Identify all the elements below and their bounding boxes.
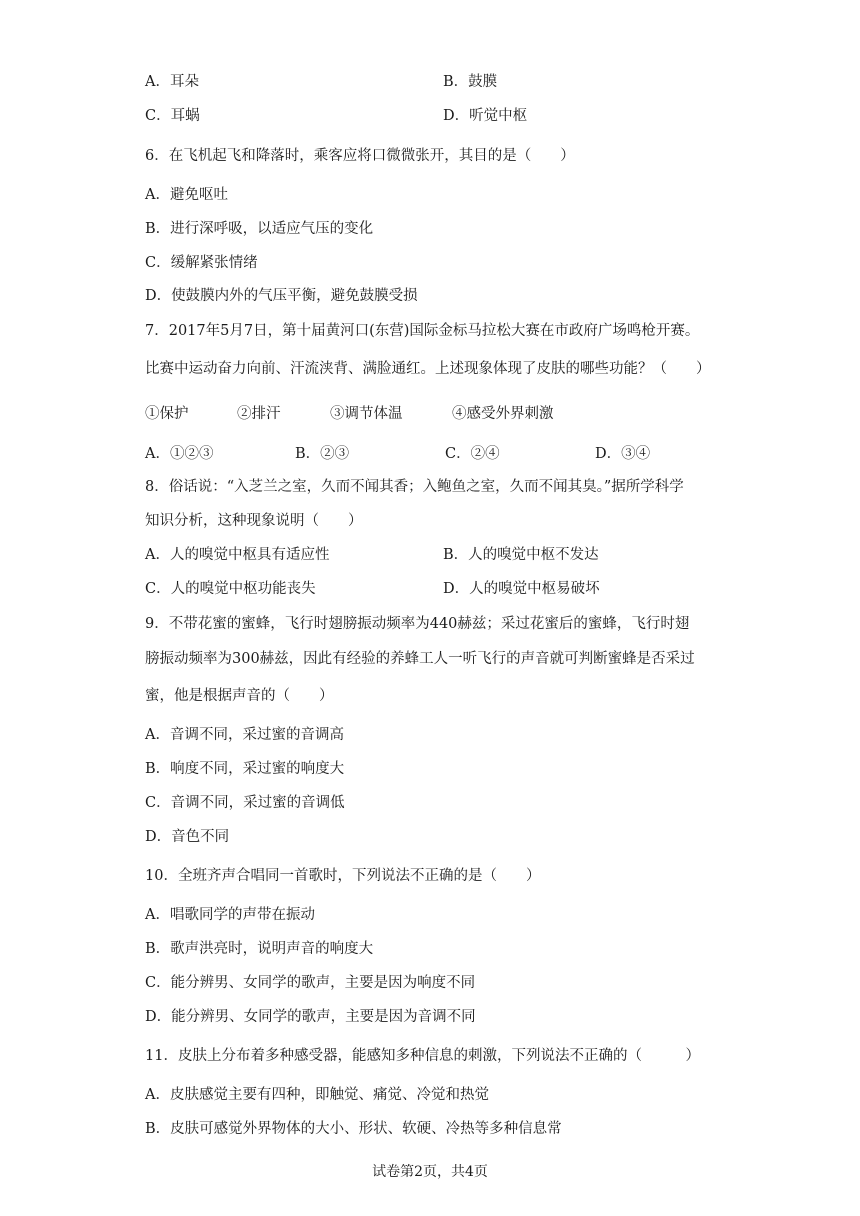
q10-option-d: D．能分辨男、女同学的歌声，主要是因为音调不同 (145, 1009, 476, 1025)
q7-stem-line2: 比赛中运动奋力向前、汗流浃背、满脸通红。上述现象体现了皮肤的哪些功能？（ ） (145, 361, 711, 377)
q7-option-c: C．②④ (445, 446, 500, 462)
q7-option-b: B．②③ (295, 446, 350, 462)
q5-option-c: C．耳蜗 (145, 108, 200, 124)
q8-option-c: C．人的嗅觉中枢功能丧失 (145, 581, 316, 597)
q5-option-d: D．听觉中枢 (443, 108, 528, 124)
q6-option-d: D．使鼓膜内外的气压平衡，避免鼓膜受损 (145, 288, 418, 304)
q9-option-b: B．响度不同，采过蜜的响度大 (145, 761, 345, 777)
page-footer: 试卷第2页，共4页 (372, 1164, 488, 1180)
q8-option-a: A．人的嗅觉中枢具有适应性 (145, 547, 330, 563)
q7-item-4: ④感受外界刺激 (452, 406, 554, 422)
q10-stem: 10．全班齐声合唱同一首歌时，下列说法不正确的是（ ） (145, 868, 541, 884)
q8-stem-line1: 8．俗话说：“入芝兰之室，久而不闻其香；入鲍鱼之室，久而不闻其臭。”据所学科学 (145, 479, 684, 495)
q6-option-a: A．避免呕吐 (145, 187, 228, 203)
q8-option-d: D．人的嗅觉中枢易破坏 (443, 581, 600, 597)
q5-option-a: A．耳朵 (145, 74, 199, 90)
q6-option-b: B．进行深呼吸，以适应气压的变化 (145, 221, 374, 237)
q7-stem-line1: 7．2017年5月7日，第十届黄河口(东营)国际金标马拉松大赛在市政府广场鸣枪开赛。 (145, 323, 700, 339)
q11-option-b: B．皮肤可感觉外界物体的大小、形状、软硬、冷热等多种信息常 (145, 1121, 562, 1137)
q9-stem-line1: 9．不带花蜜的蜜蜂，飞行时翅膀振动频率为440赫兹；采过花蜜后的蜜蜂，飞行时翅 (145, 616, 690, 632)
q9-option-a: A．音调不同，采过蜜的音调高 (145, 727, 344, 743)
q7-option-d: D．③④ (595, 446, 651, 462)
q9-stem-line2: 膀振动频率为300赫兹，因此有经验的养蜂工人一听飞行的声音就可判断蜜蜂是否采过 (145, 651, 695, 667)
q8-option-b: B．人的嗅觉中枢不发达 (443, 547, 599, 563)
q7-option-a: A．①②③ (145, 446, 214, 462)
q7-item-3: ③调节体温 (330, 406, 403, 422)
q8-stem-line2: 知识分析，这种现象说明（ ） (145, 513, 363, 529)
q6-option-c: C．缓解紧张情绪 (145, 255, 258, 271)
q7-item-2: ②排汗 (237, 406, 281, 422)
q9-option-c: C．音调不同，采过蜜的音调低 (145, 795, 345, 811)
q9-stem-line3: 蜜，他是根据声音的（ ） (145, 688, 334, 704)
q10-option-c: C．能分辨男、女同学的歌声，主要是因为响度不同 (145, 975, 476, 991)
q9-option-d: D．音色不同 (145, 829, 230, 845)
q6-stem: 6．在飞机起飞和降落时，乘客应将口微微张开，其目的是（ ） (145, 148, 575, 164)
q5-option-b: B．鼓膜 (443, 74, 498, 90)
q7-item-1: ①保护 (145, 406, 189, 422)
q10-option-a: A．唱歌同学的声带在振动 (145, 907, 315, 923)
q11-stem: 11．皮肤上分布着多种感受器，能感知多种信息的刺激，下列说法不正确的（ ） (145, 1048, 700, 1064)
q11-option-a: A．皮肤感觉主要有四种，即触觉、痛觉、冷觉和热觉 (145, 1087, 489, 1103)
q10-option-b: B．歌声洪亮时，说明声音的响度大 (145, 941, 374, 957)
